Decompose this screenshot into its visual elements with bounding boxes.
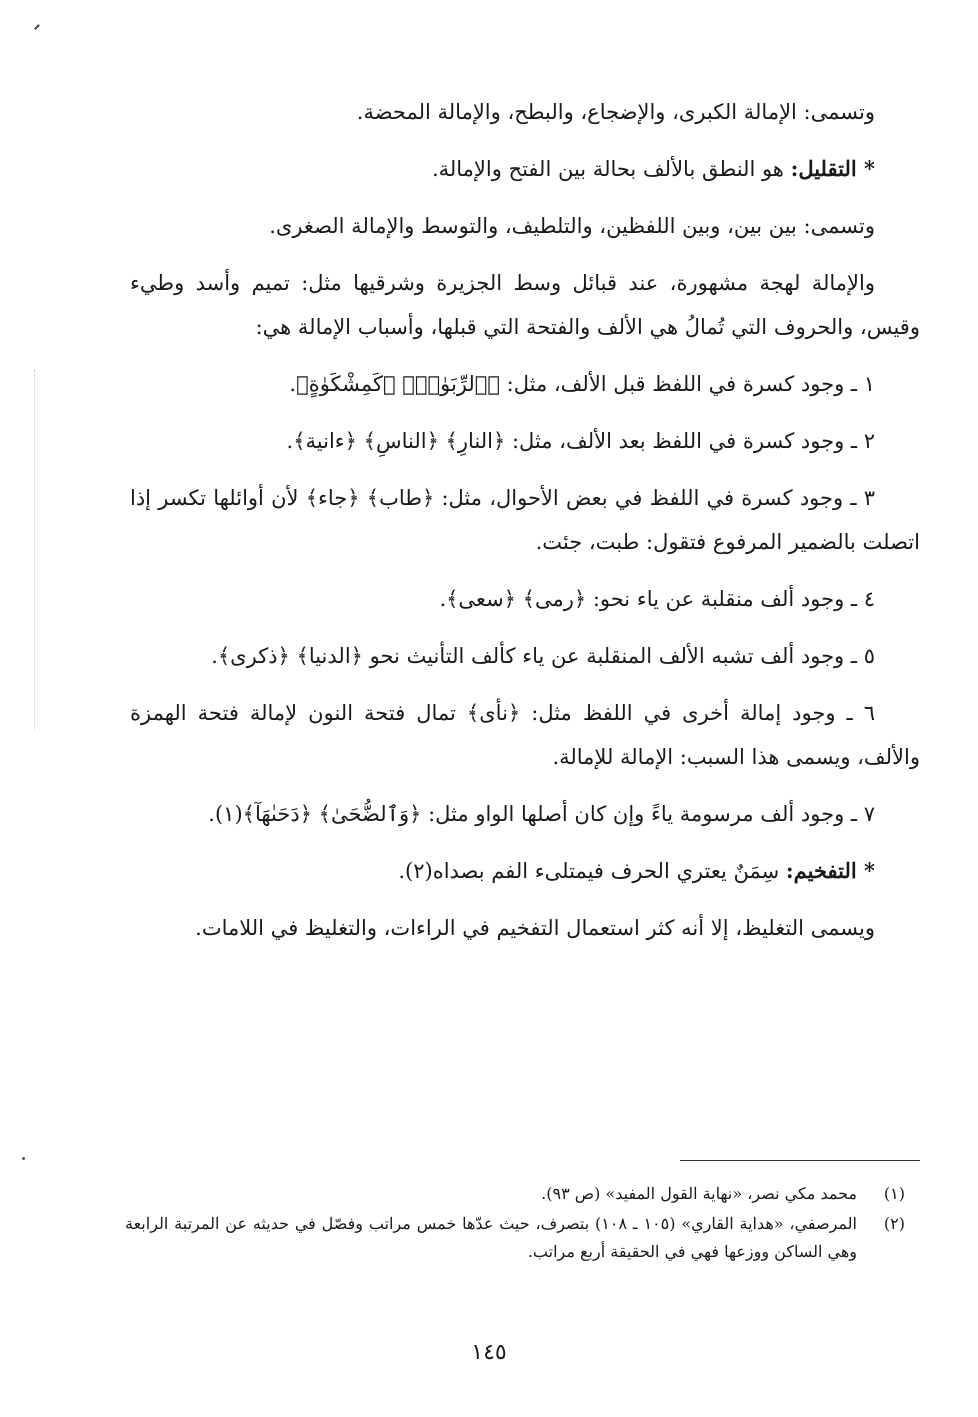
scan-mark [34, 24, 40, 30]
paragraph: والإمالة لهجة مشهورة، عند قبائل وسط الجزيرة وشرقيها مثل: تميم وأسد وطيء وقيس، والحروف التي تُمالُ هي الألف والفتحة التي قبلها، وأسباب الإمالة هي: [130, 271, 920, 339]
term-label: * التقليل: [790, 156, 875, 181]
list-item: ٧ ـ وجود ألف مرسومة ياءً وإن كان أصلها الواو مثل: ﴿وَٱلضُّحَىٰ﴾ ﴿دَحَىٰهَآ﴾(١). [208, 802, 875, 826]
footnote-divider [680, 1160, 920, 1161]
footnote-number: (٢) [883, 1214, 905, 1233]
paragraph: وتسمى: الإمالة الكبرى، والإضجاع، والبطح، والإمالة المحضة. [356, 100, 875, 124]
list-item: ١ ـ وجود كسرة في اللفظ قبل الألف، مثل: ﴿ٱلرِّبَوٰا۟﴾ ﴿كَمِشْكَوٰةٍ﴾. [289, 372, 875, 396]
footnote [125, 1210, 905, 1266]
list-item: ٤ ـ وجود ألف منقلبة عن ياء نحو: ﴿رمى﴾ ﴿سعى﴾. [439, 587, 875, 611]
footnote-number: (١) [883, 1184, 905, 1203]
paragraph-definition-tafkhim: * التفخيم: سِمَنٌ يعتري الحرف فيمتلىء الفم بصداه(٢). [398, 858, 875, 883]
page-number: ١٤٥ [471, 1340, 507, 1365]
paragraph: ويسمى التغليظ، إلا أنه كثر استعمال التفخيم في الراءات، والتغليظ في اللامات. [195, 916, 875, 940]
term-label: * التفخيم: [785, 858, 875, 883]
footnote-text: محمد مكي نصر، «نهاية القول المفيد» (ص ٩٣). [541, 1184, 857, 1203]
main-text [130, 90, 920, 963]
list-item: ٣ ـ وجود كسرة في اللفظ في بعض الأحوال، مثل: ﴿طاب﴾ ﴿جاء﴾ لأن أوائلها تكسر إذا اتصلت بالضمير المرفوع فتقول: طبت، جئت. [130, 486, 920, 554]
list-item: ٢ ـ وجود كسرة في اللفظ بعد الألف، مثل: ﴿النارِ﴾ ﴿الناسِ﴾ ﴿ءانية﴾. [286, 429, 875, 453]
scan-margin-dots [34, 370, 39, 730]
footnote-text: المرصفي، «هداية القاري» (١٠٥ ـ ١٠٨) بتصرف، حيث عدّها خمس مراتب وفصّل في حديثه عن المرتبة الرابعة وهي الساكن ووزعها فهي في الحقيقة أربع مراتب. [125, 1214, 858, 1261]
paragraph-definition-taqlil: * التقليل: هو النطق بالألف بحالة بين الفتح والإمالة. [431, 156, 875, 181]
footnotes [125, 1180, 905, 1268]
paragraph: وتسمى: بين بين، وبين اللفظين، والتلطيف، والتوسط والإمالة الصغرى. [269, 214, 875, 238]
scan-mark [22, 1157, 25, 1160]
footnote [125, 1180, 905, 1208]
list-item: ٦ ـ وجود إمالة أخرى في اللفظ مثل: ﴿نأى﴾ تمال فتحة النون لإمالة فتحة الهمزة والألف، ويسمى هذا السبب: الإمالة للإمالة. [130, 701, 920, 769]
list-item: ٥ ـ وجود ألف تشبه الألف المنقلبة عن ياء كألف التأنيث نحو ﴿الدنيا﴾ ﴿ذكرى﴾. [211, 644, 875, 668]
